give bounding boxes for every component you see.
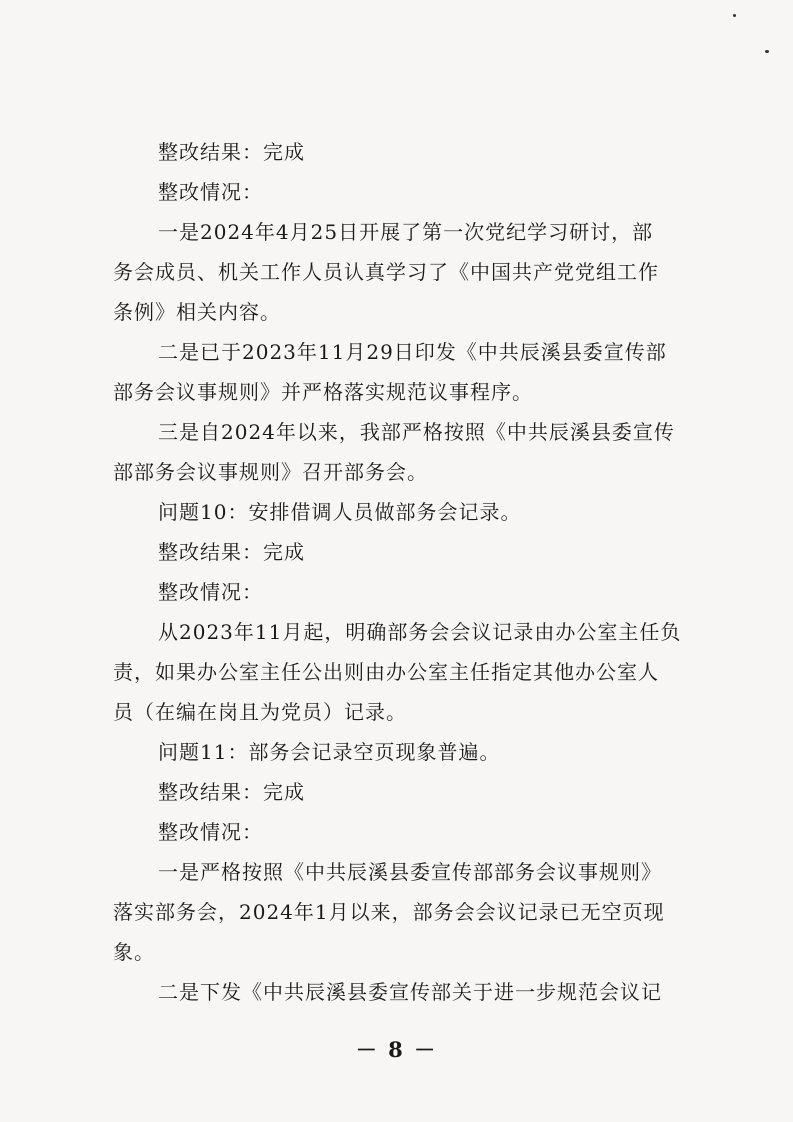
scan-speck [733,14,736,17]
page-number: － 8 － [355,1037,438,1062]
paragraph-line: 整改情况： [158,580,263,604]
paragraph-line: 部务会议事规则》并严格落实规范议事程序。 [113,380,533,404]
paragraph-line: 二是已于2023年11月29日印发《中共辰溪县委宣传部 [158,340,667,364]
paragraph-line: 责，如果办公室主任公出则由办公室主任指定其他办公室人 [113,660,659,684]
paragraph-line: 整改情况： [158,820,263,844]
paragraph-line: 问题10：安排借调人员做部务会记录。 [158,500,522,524]
paragraph-line: 问题11：部务会记录空页现象普遍。 [158,740,501,764]
paragraph-line: 二是下发《中共辰溪县委宣传部关于进一步规范会议记 [158,980,662,1004]
paragraph-line: 整改结果：完成 [158,780,305,804]
paragraph-line: 落实部务会，2024年1月以来，部务会会议记录已无空页现 [113,900,665,924]
paragraph-line: 象。 [113,940,155,964]
paragraph-line: 员（在编在岗且为党员）记录。 [113,700,407,724]
paragraph-line: 整改结果：完成 [158,140,305,164]
paragraph-line: 三是自2024年以来，我部严格按照《中共辰溪县委宣传 [158,420,675,444]
paragraph-line: 一是严格按照《中共辰溪县委宣传部部务会议事规则》 [158,860,662,884]
paragraph-line: 务会成员、机关工作人员认真学习了《中国共产党党组工作 [113,260,659,284]
paragraph-line: 部部务会议事规则》召开部务会。 [113,460,428,484]
paragraph-line: 从2023年11月起，明确部务会会议记录由办公室主任负 [158,620,682,644]
paragraph-line: 一是2024年4月25日开展了第一次党纪学习研讨，部 [158,220,654,244]
paragraph-line: 整改情况： [158,180,263,204]
scan-speck [765,50,769,53]
body-text [113,132,693,1012]
paragraph-line: 条例》相关内容。 [113,300,281,324]
paragraph-line: 整改结果：完成 [158,540,305,564]
